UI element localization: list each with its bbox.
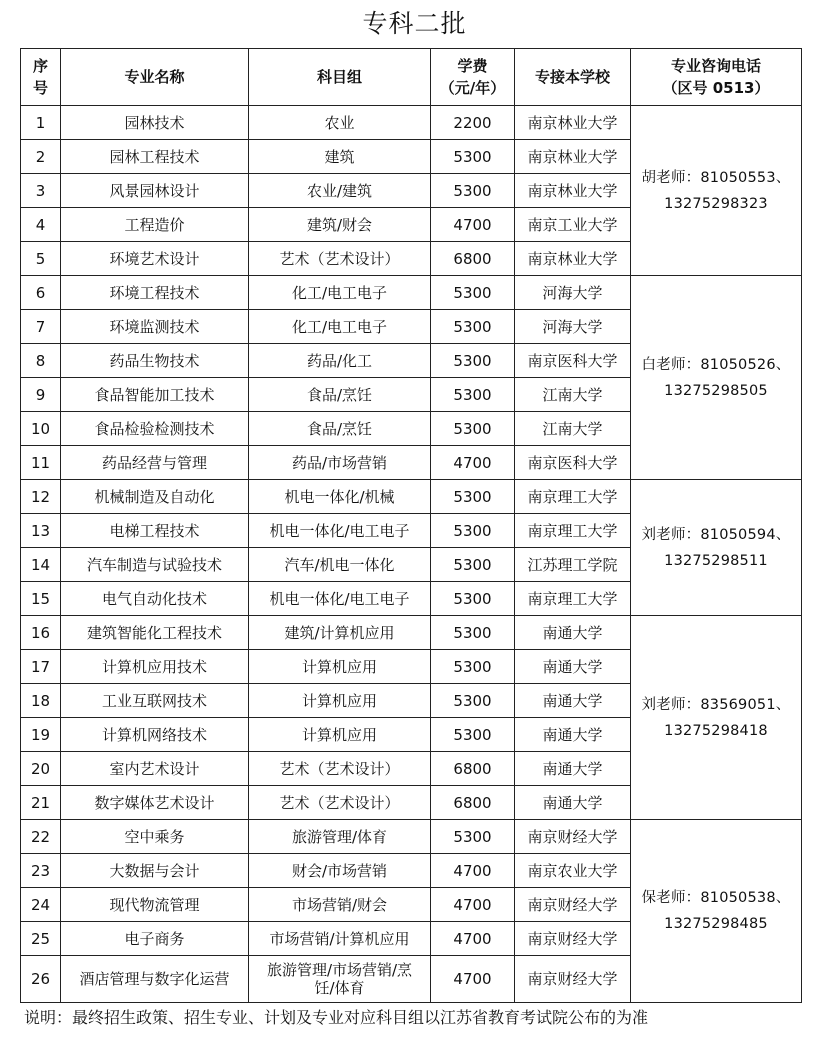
row-fee: 4700 <box>431 208 515 242</box>
row-major: 环境监测技术 <box>61 310 249 344</box>
row-school: 南通大学 <box>515 684 631 718</box>
row-no: 10 <box>21 412 61 446</box>
row-school: 南通大学 <box>515 650 631 684</box>
row-school: 河海大学 <box>515 276 631 310</box>
row-major: 计算机应用技术 <box>61 650 249 684</box>
table-row <box>21 616 802 650</box>
row-major: 药品经营与管理 <box>61 446 249 480</box>
row-subjects: 食品/烹饪 <box>249 412 431 446</box>
admission-table <box>20 48 802 1003</box>
row-major: 食品智能加工技术 <box>61 378 249 412</box>
row-major: 电气自动化技术 <box>61 582 249 616</box>
row-fee: 5300 <box>431 820 515 854</box>
row-no: 9 <box>21 378 61 412</box>
row-major: 食品检验检测技术 <box>61 412 249 446</box>
row-school: 南京财经大学 <box>515 956 631 1003</box>
row-school: 南通大学 <box>515 718 631 752</box>
row-major: 园林工程技术 <box>61 140 249 174</box>
row-school: 南京理工大学 <box>515 514 631 548</box>
row-school: 南京理工大学 <box>515 480 631 514</box>
row-subjects: 旅游管理/体育 <box>249 820 431 854</box>
row-fee: 5300 <box>431 344 515 378</box>
row-major: 空中乘务 <box>61 820 249 854</box>
row-major: 工业互联网技术 <box>61 684 249 718</box>
header-major: 专业名称 <box>61 49 249 106</box>
row-school: 南京医科大学 <box>515 344 631 378</box>
row-school: 江南大学 <box>515 378 631 412</box>
row-no: 21 <box>21 786 61 820</box>
row-subjects: 农业 <box>249 106 431 140</box>
row-major: 机械制造及自动化 <box>61 480 249 514</box>
row-fee: 6800 <box>431 242 515 276</box>
row-subjects: 计算机应用 <box>249 684 431 718</box>
contact-cell: 刘老师：83569051、 13275298418 <box>631 616 802 820</box>
row-no: 17 <box>21 650 61 684</box>
header-row <box>21 49 802 106</box>
row-no: 15 <box>21 582 61 616</box>
row-major: 现代物流管理 <box>61 888 249 922</box>
row-major: 环境工程技术 <box>61 276 249 310</box>
row-school: 江苏理工学院 <box>515 548 631 582</box>
row-subjects: 市场营销/财会 <box>249 888 431 922</box>
row-major: 大数据与会计 <box>61 854 249 888</box>
header-subjects: 科目组 <box>249 49 431 106</box>
row-no: 23 <box>21 854 61 888</box>
row-subjects: 化工/电工电子 <box>249 310 431 344</box>
row-subjects: 旅游管理/市场营销/烹 饪/体育 <box>249 956 431 1003</box>
row-major: 电子商务 <box>61 922 249 956</box>
row-school: 南京财经大学 <box>515 888 631 922</box>
row-fee: 5300 <box>431 310 515 344</box>
row-school: 南通大学 <box>515 752 631 786</box>
row-subjects: 机电一体化/机械 <box>249 480 431 514</box>
row-subjects: 食品/烹饪 <box>249 378 431 412</box>
contact-cell: 胡老师：81050553、 13275298323 <box>631 106 802 276</box>
row-no: 2 <box>21 140 61 174</box>
row-school: 南京林业大学 <box>515 242 631 276</box>
row-fee: 5300 <box>431 650 515 684</box>
row-fee: 2200 <box>431 106 515 140</box>
page-title: 专科二批 <box>362 9 467 38</box>
row-fee: 5300 <box>431 718 515 752</box>
header-school: 专接本学校 <box>515 49 631 106</box>
row-school: 南京财经大学 <box>515 820 631 854</box>
row-major: 汽车制造与试验技术 <box>61 548 249 582</box>
row-no: 4 <box>21 208 61 242</box>
row-fee: 5300 <box>431 684 515 718</box>
table-row <box>21 480 802 514</box>
row-major: 药品生物技术 <box>61 344 249 378</box>
row-fee: 5300 <box>431 140 515 174</box>
row-school: 南京林业大学 <box>515 174 631 208</box>
row-no: 7 <box>21 310 61 344</box>
row-fee: 5300 <box>431 480 515 514</box>
row-school: 南京医科大学 <box>515 446 631 480</box>
row-major: 园林技术 <box>61 106 249 140</box>
row-fee: 6800 <box>431 786 515 820</box>
row-fee: 5300 <box>431 174 515 208</box>
row-no: 22 <box>21 820 61 854</box>
row-fee: 4700 <box>431 446 515 480</box>
row-no: 19 <box>21 718 61 752</box>
row-school: 江南大学 <box>515 412 631 446</box>
row-school: 南通大学 <box>515 616 631 650</box>
footnote: 说明：最终招生政策、招生专业、计划及专业对应科目组以江苏省教育考试院公布的为准 <box>24 1008 649 1027</box>
row-major: 数字媒体艺术设计 <box>61 786 249 820</box>
row-school: 河海大学 <box>515 310 631 344</box>
row-school: 南京理工大学 <box>515 582 631 616</box>
row-fee: 4700 <box>431 922 515 956</box>
row-subjects: 建筑/财会 <box>249 208 431 242</box>
row-fee: 5300 <box>431 616 515 650</box>
row-subjects: 市场营销/计算机应用 <box>249 922 431 956</box>
row-subjects: 汽车/机电一体化 <box>249 548 431 582</box>
table-row <box>21 106 802 140</box>
row-subjects: 机电一体化/电工电子 <box>249 582 431 616</box>
row-fee: 5300 <box>431 412 515 446</box>
row-major: 建筑智能化工程技术 <box>61 616 249 650</box>
row-fee: 5300 <box>431 378 515 412</box>
row-no: 24 <box>21 888 61 922</box>
row-school: 南京农业大学 <box>515 854 631 888</box>
row-major: 风景园林设计 <box>61 174 249 208</box>
row-no: 8 <box>21 344 61 378</box>
row-major: 电梯工程技术 <box>61 514 249 548</box>
row-no: 25 <box>21 922 61 956</box>
header-contact: 专业咨询电话 （区号 0513） <box>631 49 802 106</box>
row-subjects: 农业/建筑 <box>249 174 431 208</box>
contact-cell: 保老师：81050538、 13275298485 <box>631 820 802 1003</box>
row-school: 南京工业大学 <box>515 208 631 242</box>
table-row <box>21 276 802 310</box>
row-subjects: 药品/化工 <box>249 344 431 378</box>
row-no: 14 <box>21 548 61 582</box>
row-no: 6 <box>21 276 61 310</box>
row-fee: 5300 <box>431 514 515 548</box>
row-fee: 6800 <box>431 752 515 786</box>
row-subjects: 艺术（艺术设计） <box>249 242 431 276</box>
row-no: 3 <box>21 174 61 208</box>
row-fee: 5300 <box>431 276 515 310</box>
row-subjects: 建筑 <box>249 140 431 174</box>
row-subjects: 计算机应用 <box>249 650 431 684</box>
row-no: 12 <box>21 480 61 514</box>
row-school: 南通大学 <box>515 786 631 820</box>
row-fee: 5300 <box>431 548 515 582</box>
row-subjects: 艺术（艺术设计） <box>249 752 431 786</box>
contact-cell: 白老师：81050526、 13275298505 <box>631 276 802 480</box>
row-no: 20 <box>21 752 61 786</box>
table-row <box>21 820 802 854</box>
row-no: 18 <box>21 684 61 718</box>
row-subjects: 药品/市场营销 <box>249 446 431 480</box>
row-subjects: 机电一体化/电工电子 <box>249 514 431 548</box>
row-major: 室内艺术设计 <box>61 752 249 786</box>
contact-cell: 刘老师：81050594、 13275298511 <box>631 480 802 616</box>
row-no: 11 <box>21 446 61 480</box>
row-no: 16 <box>21 616 61 650</box>
row-subjects: 艺术（艺术设计） <box>249 786 431 820</box>
row-major: 工程造价 <box>61 208 249 242</box>
row-school: 南京林业大学 <box>515 106 631 140</box>
header-fee: 学费 （元/年） <box>431 49 515 106</box>
row-major: 计算机网络技术 <box>61 718 249 752</box>
row-no: 1 <box>21 106 61 140</box>
row-fee: 5300 <box>431 582 515 616</box>
row-no: 26 <box>21 956 61 1003</box>
row-subjects: 财会/市场营销 <box>249 854 431 888</box>
header-no: 序 号 <box>21 49 61 106</box>
row-fee: 4700 <box>431 888 515 922</box>
row-subjects: 化工/电工电子 <box>249 276 431 310</box>
row-fee: 4700 <box>431 956 515 1003</box>
row-subjects: 建筑/计算机应用 <box>249 616 431 650</box>
row-major: 环境艺术设计 <box>61 242 249 276</box>
row-fee: 4700 <box>431 854 515 888</box>
row-no: 5 <box>21 242 61 276</box>
row-school: 南京财经大学 <box>515 922 631 956</box>
row-no: 13 <box>21 514 61 548</box>
row-major: 酒店管理与数字化运营 <box>61 956 249 1003</box>
row-school: 南京林业大学 <box>515 140 631 174</box>
row-subjects: 计算机应用 <box>249 718 431 752</box>
